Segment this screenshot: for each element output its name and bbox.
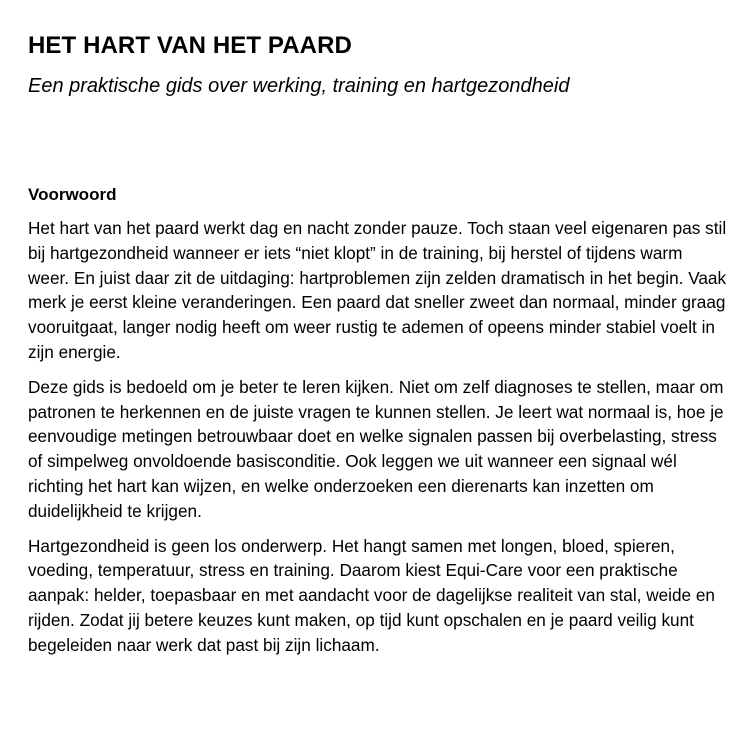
paragraph-3: Hartgezondheid is geen los onderwerp. Het hangt samen met longen, bloed, spieren, voeding, temperatuur, stress en training. Daarom kiest Equi-Care voor een praktische aanpak: helder, toepasbaar en met aandacht voor de dagelijkse realiteit van stal, weide en rijden. Zodat jij betere keuzes kunt maken, op tijd kunt opschalen en je paard veilig kunt begeleiden naar werk dat past bij zijn lichaam. <box>28 535 715 655</box>
paragraph-2: Deze gids is bedoeld om je beter te leren kijken. Niet om zelf diagnoses te stellen, maar om patronen te herkennen en de juiste vragen te kunnen stellen. Je leert wat normaal is, hoe je eenvoudige metingen betrouwbaar doet en welke signalen passen bij overbelasting, stress of simpelweg onvoldoende basisconditie. Ook leggen we uit wanneer een signaal wél richting het hart kan wijzen, en welke onderzoeken een dierenarts kan inzetten om duidelijkheid te krijgen. <box>28 376 724 521</box>
document-title: HET HART VAN HET PAARD <box>28 32 352 59</box>
document-subtitle: Een praktische gids over werking, training en hartgezondheid <box>28 75 570 97</box>
section-heading-voorwoord: Voorwoord <box>28 185 117 204</box>
paragraph-1: Het hart van het paard werkt dag en nacht zonder pauze. Toch staan veel eigenaren pas stil bij hartgezondheid wanneer er iets “niet klopt” in de training, bij herstel of tijdens warm weer. En juist daar zit de uitdaging: hartproblemen zijn zelden dramatisch in het begin. Vaak merk je eerst kleine veranderingen. Een paard dat sneller zweet dan normaal, minder graag vooruitgaat, langer nodig heeft om weer rustig te ademen of opeens minder stabiel voelt in zijn energie. <box>28 218 727 362</box>
